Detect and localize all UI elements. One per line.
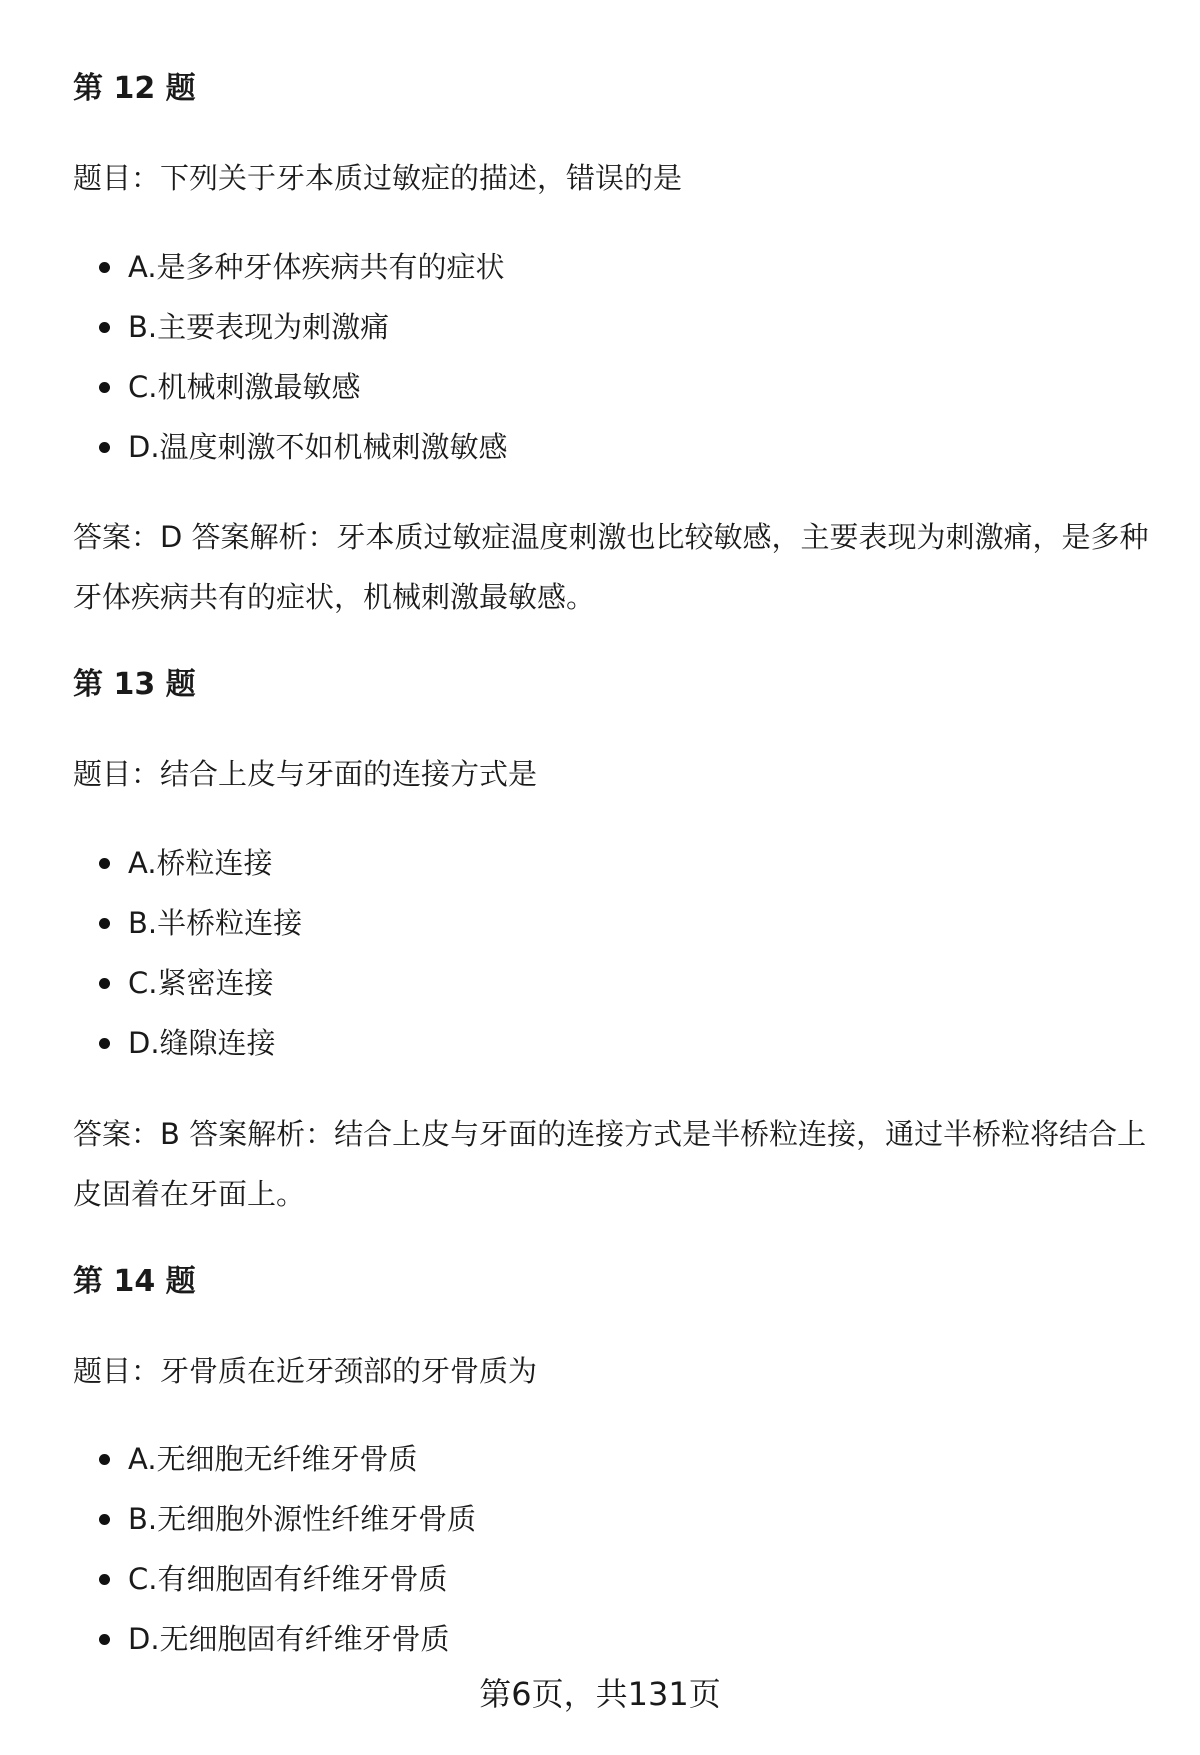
bullet-icon	[99, 322, 110, 333]
option-text: C.机械刺激最敏感	[128, 370, 361, 404]
question-heading: 第 12 题	[73, 71, 196, 106]
option-text: C.紧密连接	[128, 966, 274, 1000]
option-list	[95, 1429, 476, 1669]
option-item	[95, 1609, 476, 1669]
page-footer: 第6页，共131页	[479, 1675, 721, 1713]
option-item	[95, 1013, 302, 1073]
option-item	[95, 1549, 476, 1609]
option-text: A.桥粒连接	[128, 846, 273, 880]
option-text: B.主要表现为刺激痛	[128, 310, 390, 344]
bullet-icon	[99, 1038, 110, 1049]
answer-explanation: 答案：B 答案解析：结合上皮与牙面的连接方式是半桥粒连接，通过半桥粒将结合上皮固着在牙面上。	[73, 1117, 1147, 1211]
bullet-icon	[99, 1454, 110, 1465]
question-heading: 第 13 题	[73, 667, 196, 702]
option-text: D.温度刺激不如机械刺激敏感	[128, 430, 508, 464]
bullet-icon	[99, 1574, 110, 1585]
bullet-icon	[99, 442, 110, 453]
option-item	[95, 297, 508, 357]
option-text: D.无细胞固有纤维牙骨质	[128, 1622, 450, 1656]
bullet-icon	[99, 1634, 110, 1645]
option-text: A.无细胞无纤维牙骨质	[128, 1442, 418, 1476]
option-item	[95, 417, 508, 477]
question-stem: 题目：牙骨质在近牙颈部的牙骨质为	[73, 1354, 538, 1388]
option-text: B.无细胞外源性纤维牙骨质	[128, 1502, 477, 1536]
option-list	[95, 237, 508, 477]
bullet-icon	[99, 1514, 110, 1525]
question-heading: 第 14 题	[73, 1264, 196, 1299]
option-item	[95, 237, 508, 297]
option-list	[95, 833, 302, 1073]
option-text: D.缝隙连接	[128, 1026, 276, 1060]
bullet-icon	[99, 382, 110, 393]
bullet-icon	[99, 262, 110, 273]
option-item	[95, 833, 302, 893]
answer-explanation: 答案：D 答案解析：牙本质过敏症温度刺激也比较敏感，主要表现为刺激痛，是多种牙体疾病共有的症状，机械刺激最敏感。	[73, 520, 1149, 614]
option-item	[95, 357, 508, 417]
option-item	[95, 953, 302, 1013]
question-stem: 题目：下列关于牙本质过敏症的描述，错误的是	[73, 161, 683, 195]
option-text: C.有细胞固有纤维牙骨质	[128, 1562, 448, 1596]
option-item	[95, 1489, 476, 1549]
bullet-icon	[99, 918, 110, 929]
question-stem: 题目：结合上皮与牙面的连接方式是	[73, 757, 538, 791]
option-text: B.半桥粒连接	[128, 906, 303, 940]
bullet-icon	[99, 858, 110, 869]
option-item	[95, 893, 302, 953]
option-text: A.是多种牙体疾病共有的症状	[128, 250, 505, 284]
option-item	[95, 1429, 476, 1489]
bullet-icon	[99, 978, 110, 989]
